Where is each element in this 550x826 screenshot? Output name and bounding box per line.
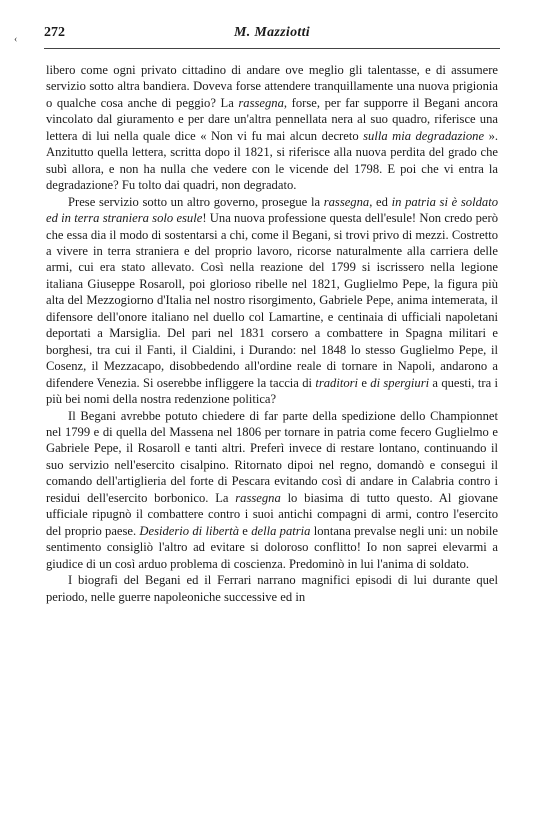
text-run: e [239, 523, 252, 538]
text-run: , forse, per far supporre il Begani ancora vincolato dal giuramento e per dare un'altra pennellata nera al suo quadro, riferisce una lettera di lui nella quale dice « Non vi fu mai alcun decreto [46, 95, 498, 143]
text-run: a questi, tra i più bei nomi della nostra redenzione politica? [46, 375, 498, 407]
italic-text: Desiderio di libertà [139, 523, 240, 538]
paragraph [46, 572, 498, 605]
text-run: I biografi del Begani ed il Ferrari narrano magnifici episodi di lui durante quel periodo, nelle guerre napoleoniche successive ed in [46, 573, 498, 604]
italic-text: rassegna [323, 194, 370, 209]
text-run: , ed [369, 194, 392, 209]
italic-text: della patria [251, 523, 311, 538]
italic-text: rassegna [238, 95, 284, 110]
paragraph [46, 408, 498, 573]
body-text [46, 62, 498, 605]
text-run: libero come ogni privato cittadino di andare ove meglio gli talentasse, e di assumere servizio sotto altra bandiera. Doveva forse attendere tranquillamente una nuova prigionia o qualche cosa anche di peggio? La [46, 63, 498, 110]
margin-mark: ‹ [14, 34, 18, 45]
italic-text: traditori [315, 375, 359, 390]
text-run: Il Begani avrebbe potuto chiedere di far parte della spedizione dello Championnet nel 1799 e di quella del Massena nel 1806 per tornare in patria come fecero Guglielmo e Gabriele Pepe, il Rosaroll e tanti altri. Preferì invece di restare lontano, continuando il suo servizio nell'esercito cisalpino. Ritornato dipoi nel regno, domandò e consegui il comando dell'artiglieria del forte di Pescara evitando così di andare in Calabria contro i residui dell'esercito borbonico. La [46, 408, 498, 505]
italic-text: rassegna [235, 490, 281, 505]
page-header [44, 25, 500, 47]
italic-text: in patria si è soldato ed in terra straniera solo esule [46, 194, 498, 226]
text-run: ! Una nuova professione questa dell'esule! Non credo però che essa dia il modo di sostentarsi a chi, come il Begani, si trovi privo di mezzi. Costretto a vivere in terra straniera e del proprio lavoro, ricorse naturalmente alla carriera delle armi, cui era stato allevato. Così nella reazione del 1799 si iscrissero nella legione italiana Giuseppe Rosaroll, poi glorioso ribelle nel 1821, Guglielmo Pepe, la figura più alta del Mezzogiorno d'Italia nel nostro risorgimento, Gabriele Pepe, anima intemerata, il difensore dell'onore italiano nel duello col Lamartine, e centinaia di ufficiali napoletani deportati a Marsiglia. Del pari nel 1831 corsero a combattere in Spagna militari e borghesi, tra cui il Fanti, il Cialdini, i Durando: nel 1848 lo stesso Guglielmo Pepe, il Cosenz, il Mezzacapo, disobbedendo all'ordine reale di tornare in Napoli, andarono a difendere Venezia. Si oserebbe infliggere la taccia di [46, 211, 499, 390]
paragraph [46, 62, 498, 194]
running-head: M. Mazziotti [234, 25, 310, 40]
text-run: lo biasima di tutto questo. Al giovane ufficiale ripugnò il combattere contro i suoi antichi compagni di armi, contro l'esercito del proprio paese. [46, 490, 498, 538]
text-run: Prese servizio sotto un altro governo, prosegue la [68, 194, 324, 209]
text-run: lontana prevalse negli uni: un nobile sentimento consigliò l'altro ad evitare si doloroso conflitto! Io non saprei elevarmi a giudice di un così arduo problema di coscienza. Predominò in lui l'anima di soldato. [46, 523, 499, 571]
page-number: 272 [44, 25, 65, 40]
paragraph [46, 194, 498, 408]
text-run: e [358, 375, 371, 390]
italic-text: sulla mia degradazione [363, 128, 485, 143]
text-run: ». Anzitutto quella lettera, scritta dopo il 1821, si riferisce alla nuova perdita del grado che subì allora, e non ha nulla che vedere con le vicende del 1798. E poi che vi entra la degradazione? Fu tolto dai quadri, non degradato. [46, 128, 499, 193]
header-rule [44, 48, 500, 49]
italic-text: di spergiuri [370, 375, 430, 390]
